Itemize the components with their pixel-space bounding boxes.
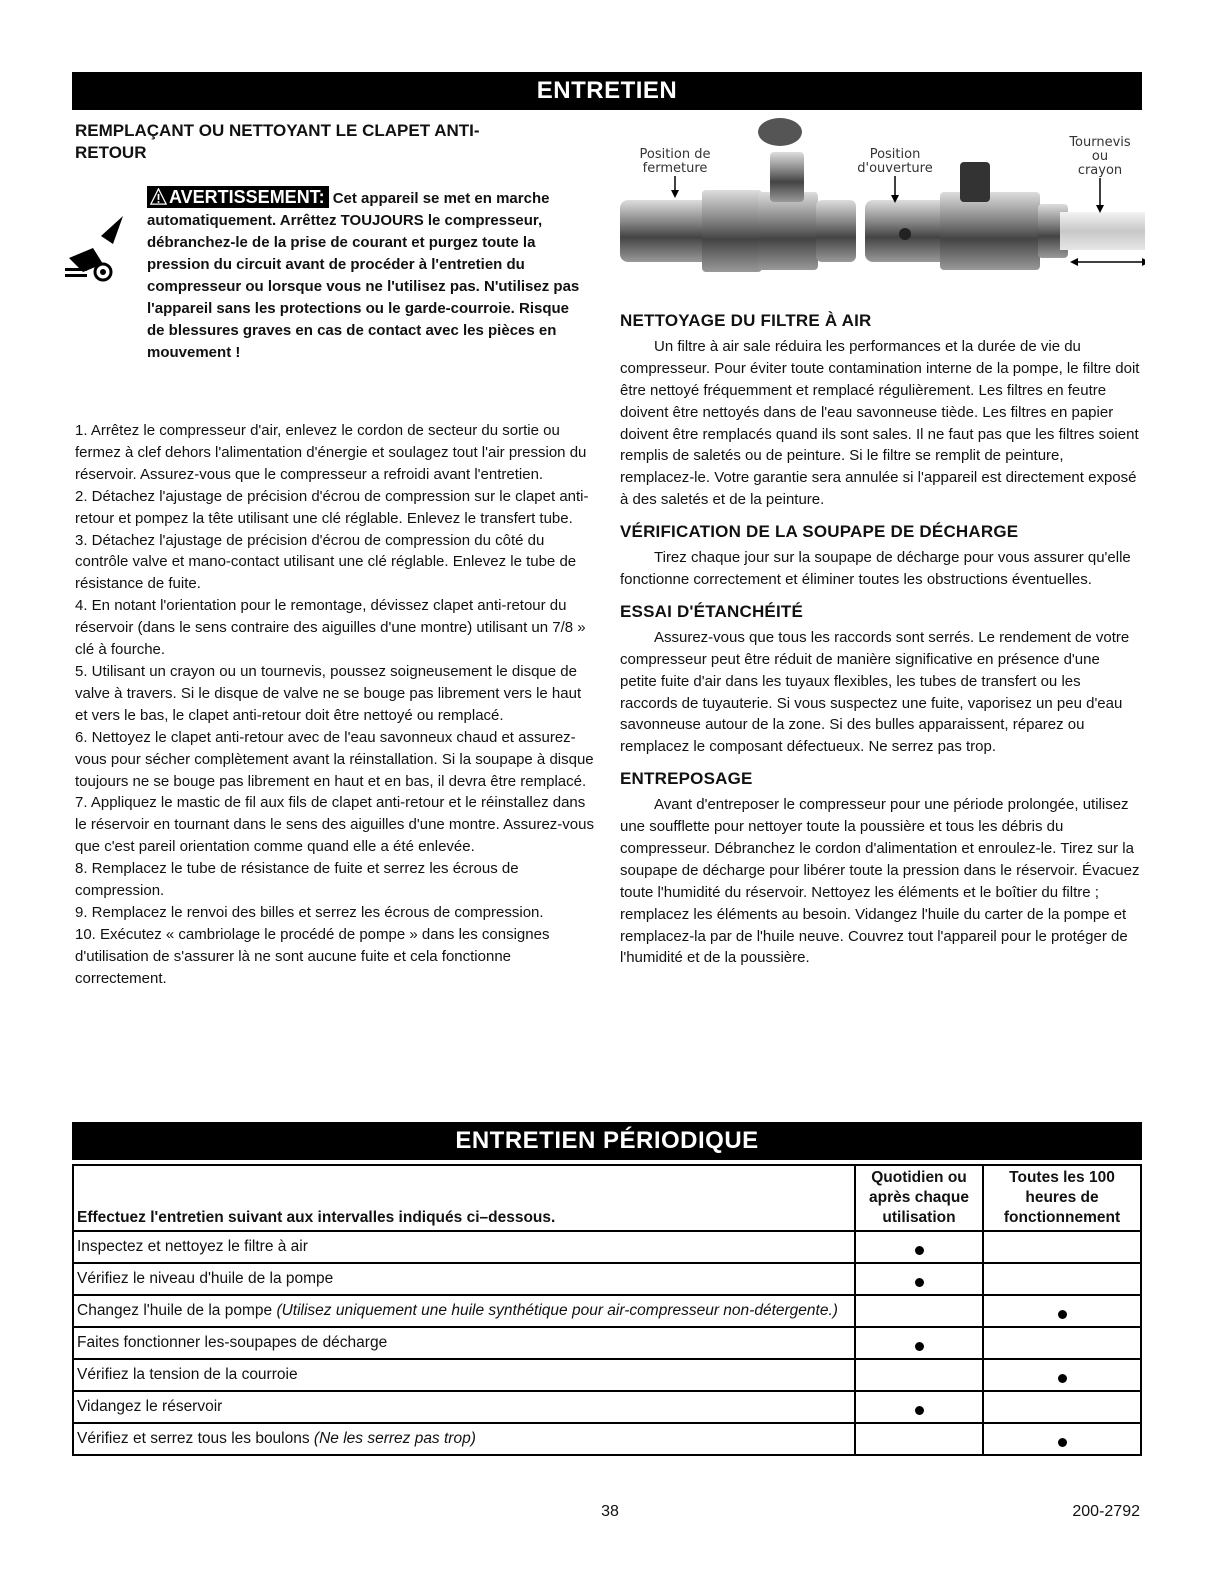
table-row [73,1359,1141,1391]
leak-test-section [620,601,1140,758]
table-row [73,1391,1141,1423]
air-filter-text: Un filtre à air sale réduira les performances et la durée de vie du compresseur. Pour éviter toute contamination interne de la pompe, le filtre doit être nettoyé fréquemment et remplacé régulièrement. Les filtres en feutre doivent être nettoyés dans de l'eau savonneuse tiède. Les filtres en papier doivent être remplacés quand ils sont sales. Il ne faut pas que les filtres soient remplis de saletés ou de peinture. Si le filtre se remplit de peinture, remplacez-le. Votre garantie sera annulée si l'appareil est directement exposé à des saletés et de la peinture. [620,337,1140,509]
schedule-bullet-icon [915,1406,924,1415]
col-100h-header: Toutes les 100 heures de fonctionnement [983,1165,1141,1231]
task-text: Vérifiez et serrez tous les boulons [77,1430,314,1447]
check-valve-title: REMPLAÇANT OU NETTOYANT LE CLAPET ANTI-RETOUR [75,121,480,162]
page-number: 38 [601,1503,619,1520]
schedule-bullet-icon [1058,1310,1067,1319]
maintenance-schedule-table [72,1164,1142,1456]
label-open-position-1: Position [869,147,921,162]
label-tool-3: crayon [1077,163,1123,178]
task-text: Inspectez et nettoyez le filtre à air [77,1238,308,1255]
hundred-hours-cell [983,1231,1141,1263]
label-closed-position-1: Position de [639,147,711,162]
relief-valve-section [620,521,1140,591]
left-column [75,120,595,990]
schedule-bullet-icon [1058,1438,1067,1447]
task-cell [73,1391,855,1423]
daily-cell [855,1423,983,1455]
air-filter-title: NETTOYAGE DU FILTRE À AIR [620,311,872,330]
table-row [73,1295,1141,1327]
task-cell [73,1231,855,1263]
valve-open-image [865,162,1145,270]
table-row [73,1327,1141,1359]
step-2: 2. Détachez l'ajustage de précision d'écrou de compression sur le clapet anti-retour et pompez la tête utilisant une clé réglable. Enlevez le transfert tube. [75,487,589,527]
task-text: Vérifiez la tension de la courroie [77,1366,298,1383]
storage-title: ENTREPOSAGE [620,769,753,789]
hundred-hours-cell [983,1327,1141,1359]
task-cell [73,1359,855,1391]
warning-label: AVERTISSEMENT: [169,187,325,207]
warning-body: Cet appareil se met en marche automatiquement. Arrêttez TOUJOURS le compresseur, débranchez-le de la prise de courant et purgez toute la pression du circuit avant de procéder à l'entretien du compresseur ou lorsque vous ne l'utilisez pas. N'utilisez pas l'appareil sans les protections ou le garde-courroie. Risque de blessures graves en cas de contact avec les pièces en mouvement ! [147,190,580,361]
relief-valve-title: VÉRIFICATION DE LA SOUPAPE DE DÉCHARGE [620,522,1019,542]
warning-text [147,186,587,364]
step-8: 8. Remplacez le tube de résistance de fuite et serrez les écrous de compression. [75,860,519,900]
step-5: 5. Utilisant un crayon ou un tournevis, poussez soigneusement le disque de valve à travers. Si le disque de valve ne se bouge pas librement vers le haut et vers le bas, le clapet anti-retour doit être nettoyé ou remplacé. [75,662,582,724]
storage-section [620,768,1140,969]
leak-test-text: Assurez-vous que tous les raccords sont serrés. Le rendement de votre compresseur peut être réduit de manière significative en présence d'une petite fuite d'air dans les tuyaux flexibles, les tubes de transfert ou les raccords de tuyauterie. Si vous suspectez une fuite, vaporisez un peu d'eau savonneuse autour de la zone. Si des bulles apparaissent, réparez ou remplacez le composant défectueux. Ne serrez pas trop. [620,628,1130,756]
task-cell [73,1327,855,1359]
warning-triangle-icon [150,188,167,205]
daily-cell [855,1391,983,1423]
hundred-hours-cell [983,1263,1141,1295]
hundred-hours-cell [983,1295,1141,1327]
task-text: Faites fonctionner les-soupapes de décharge [77,1334,388,1351]
task-cell [73,1423,855,1455]
daily-cell [855,1327,983,1359]
label-tool-1: Tournevis [1069,135,1131,150]
step-3: 3. Détachez l'ajustage de précision d'écrou de compression du côté du contrôle valve et mano-contact utilisant une clé réglable. Enlevez le tube de résistance de fuite. [75,531,577,593]
schedule-bullet-icon [915,1342,924,1351]
step-10: 10. Exécutez « cambriolage le procédé de pompe » dans les consignes d'utilisation de s'assurer là ne sont aucune fuite et cela fonctionne correctement. [75,925,550,987]
table-row [73,1263,1141,1295]
col-daily-header: Quotidien ou après chaque utilisation [855,1165,983,1231]
document-code: 200-2792 [1072,1503,1140,1520]
step-9: 9. Remplacez le renvoi des billes et serrez les écrous de compression. [75,903,544,921]
task-text: Vérifiez le niveau d'huile de la pompe [77,1270,334,1287]
relief-valve-text: Tirez chaque jour sur la soupape de décharge pour vous assurer qu'elle fonctionne correctement et éliminer toutes les obstructions éventuelles. [620,549,1131,588]
table-header-row [73,1165,1141,1231]
step-1: 1. Arrêtez le compresseur d'air, enlevez le cordon de secteur du sortie ou fermez à clef dehors l'alimentation d'énergie et soulagez tout l'air pression du réservoir. Assurez-vous que le compresseur a refroidi avant l'entretien. [75,422,587,483]
hundred-hours-cell [983,1391,1141,1423]
label-tool-2: ou [1091,149,1109,164]
task-text: Changez l'huile de la pompe [77,1302,277,1319]
step-4: 4. En notant l'orientation pour le remontage, dévissez clapet anti-retour du réservoir (dans le sens contraire des aiguilles d'une montre) utilisant un 7/8 » clé à fourche. [75,597,586,659]
task-cell [73,1263,855,1295]
hundred-hours-cell [983,1423,1141,1455]
table-row [73,1423,1141,1455]
procedure-steps [75,420,595,990]
schedule-bullet-icon [915,1246,924,1255]
air-filter-section [620,310,1140,511]
task-note: (Ne les serrez pas trop) [313,1430,476,1447]
table-row [73,1231,1141,1263]
right-column [620,310,1140,969]
warning-block [75,186,595,406]
section-banner-entretien: ENTRETIEN [72,72,1142,110]
storage-text: Avant d'entreposer le compresseur pour une période prolongée, utilisez une soufflette pour nettoyer toute la poussière et tous les débris du compresseur. Débranchez le cordon d'alimentation et enroulez-le. Tirez sur la soupape de décharge pour libérer toute la pression dans le réservoir. Évacuez toute l'humidité du réservoir. Nettoyez les éléments et le boîtier du filtre ; remplacez les éléments au besoin. Vidangez l'huile du carter de la pompe et remplacez-la par de l'huile neuve. Couvrez tout l'appareil pour le protéger de l'humidité et de la poussière. [620,796,1140,967]
daily-cell [855,1295,983,1327]
valve-closed-image [620,118,856,272]
task-cell [73,1295,855,1327]
daily-cell [855,1231,983,1263]
table-intro-cell: Effectuez l'entretien suivant aux intervalles indiqués ci–dessous. [73,1165,855,1231]
step-6: 6. Nettoyez le clapet anti-retour avec de l'eau savonneux chaud et assurez-vous pour sécher complètement avant la réinstallation. Si la soupape à disque toujours ne se bouge pas librement en haut et en bas, il devra être remplacé. [75,728,594,790]
section-banner-periodic-maintenance: ENTRETIEN PÉRIODIQUE [72,1122,1142,1160]
schedule-bullet-icon [1058,1374,1067,1383]
task-text: Vidangez le réservoir [77,1398,223,1415]
schedule-bullet-icon [915,1278,924,1287]
label-open-position-2: d'ouverture [857,161,933,176]
rotating-parts-hazard-icon [63,216,133,286]
label-closed-position-2: fermeture [642,161,708,176]
hundred-hours-cell [983,1359,1141,1391]
warning-badge [147,186,329,208]
task-note: (Utilisez uniquement une huile synthétique pour air-compresseur non-détergente.) [276,1302,838,1319]
step-7: 7. Appliquez le mastic de fil aux fils de clapet anti-retour et le réinstallez dans le réservoir en tournant dans le sens des aiguilles d'une montre. Assurez-vous que c'est pareil orientation comme quand elle a été enlevée. [75,794,594,856]
leak-test-title: ESSAI D'ÉTANCHÉITÉ [620,601,804,621]
check-valve-photo [620,112,1145,302]
daily-cell [855,1263,983,1295]
daily-cell [855,1359,983,1391]
